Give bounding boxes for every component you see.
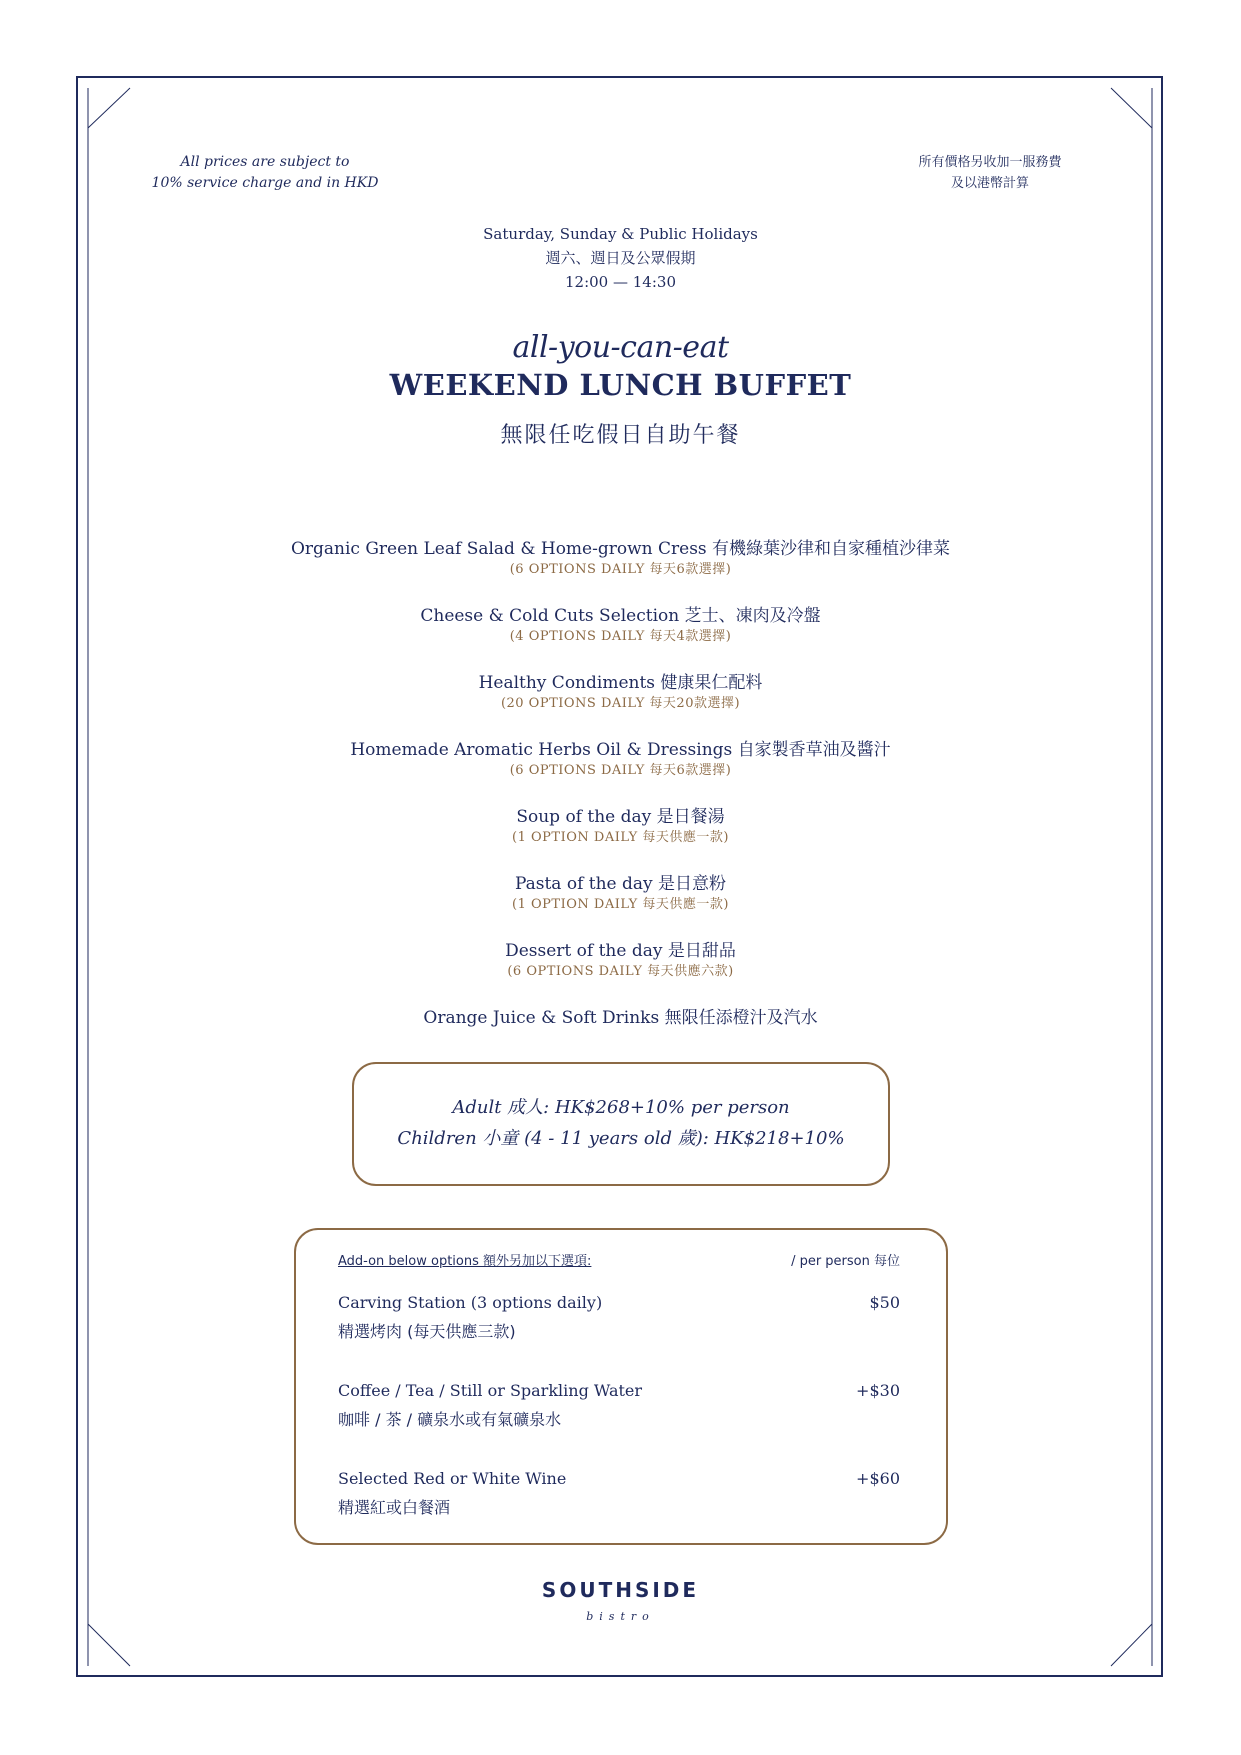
menu-item-soup (0, 804, 1241, 871)
menu-item-name-cn: 自家製香草油及醬汁 (737, 740, 891, 760)
addon-price: +$60 (856, 1469, 900, 1488)
menu-item-name-cn: 是日餐湯 (656, 807, 725, 827)
menu-item-options: (1 OPTION DAILY 每天供應一款) (512, 897, 729, 912)
addon-unit: / per person 每位 (791, 1254, 900, 1269)
schedule (0, 222, 1241, 294)
menu-item-name-en: Soup of the day (516, 807, 652, 827)
menu-item-name-en: Pasta of the day (514, 874, 653, 894)
page-title: WEEKEND LUNCH BUFFET (389, 368, 852, 402)
menu-item-salad (0, 536, 1241, 603)
menu-item-name-cn: 無限任添橙汁及汽水 (664, 1008, 818, 1028)
addon-name-cn: 精選烤肉 (每天供應三款) (338, 1322, 516, 1341)
addon-item-carving (338, 1288, 900, 1346)
menu-item-name-en: Homemade Aromatic Herbs Oil & Dressings (350, 740, 733, 760)
schedule-days-en: Saturday, Sunday & Public Holidays (483, 225, 758, 243)
menu-item-options: (4 OPTIONS DAILY 每天4款選擇) (509, 629, 732, 644)
menu-item-pasta (0, 871, 1241, 938)
menu-item-options: (20 OPTIONS DAILY 每天20款選擇) (500, 696, 741, 711)
menu-item-options: (1 OPTION DAILY 每天供應一款) (512, 830, 729, 845)
brand-subtitle: bistro (586, 1610, 655, 1623)
addon-name-cn: 咖啡 / 茶 / 礦泉水或有氣礦泉水 (338, 1410, 562, 1429)
notice-en-line2: 10% service charge and in HKD (151, 175, 379, 191)
service-charge-notice-cn (870, 152, 1110, 194)
addon-name-en: Selected Red or White Wine (338, 1469, 567, 1488)
notice-cn-line1: 所有價格另收加一服務費 (918, 155, 1062, 170)
addon-name-en: Carving Station (3 options daily) (338, 1293, 603, 1312)
addon-heading: Add-on below options 額外另加以下選項: (338, 1254, 592, 1269)
menu-item-condiments (0, 670, 1241, 737)
addon-price: $50 (869, 1293, 900, 1312)
buffet-menu (0, 536, 1241, 1072)
menu-item-name-en: Cheese & Cold Cuts Selection (420, 606, 680, 626)
service-charge-notice-en (140, 152, 390, 194)
notice-cn-line2: 及以港幣計算 (950, 176, 1029, 191)
menu-item-name-en: Orange Juice & Soft Drinks (423, 1008, 660, 1028)
menu-item-herbs-oil (0, 737, 1241, 804)
menu-item-name-en: Dessert of the day (505, 941, 663, 961)
menu-item-dessert (0, 938, 1241, 1005)
addon-box (294, 1228, 948, 1545)
schedule-hours: 12:00 — 14:30 (565, 273, 676, 291)
menu-item-name-en: Organic Green Leaf Salad & Home-grown Cress (290, 539, 707, 559)
menu-item-name-cn: 是日意粉 (658, 874, 727, 894)
addon-item-coffee (338, 1376, 900, 1434)
children-price: Children 小童 (4 - 11 years old 歲): HK$218+10% (397, 1128, 845, 1149)
addon-name-cn: 精選紅或白餐酒 (338, 1498, 451, 1517)
tagline: all-you-can-eat (512, 330, 729, 365)
adult-price: Adult 成人: HK$268+10% per person (452, 1097, 790, 1118)
addon-item-wine (338, 1464, 900, 1522)
menu-item-options: (6 OPTIONS DAILY 每天6款選擇) (509, 562, 732, 577)
notice-en-line1: All prices are subject to (180, 154, 350, 170)
page-title-cn: 無限任吃假日自助午餐 (500, 423, 741, 448)
pricing-box (352, 1062, 890, 1186)
brand-logo: SOUTHSIDE (541, 1578, 700, 1602)
menu-item-options: (6 OPTIONS DAILY 每天供應六款) (507, 964, 734, 979)
menu-item-cheese (0, 603, 1241, 670)
menu-item-name-cn: 芝士、凍肉及冷盤 (684, 606, 821, 626)
menu-item-name-cn: 是日甜品 (667, 941, 736, 961)
addon-name-en: Coffee / Tea / Still or Sparkling Water (338, 1381, 643, 1400)
menu-item-options: (6 OPTIONS DAILY 每天6款選擇) (509, 763, 732, 778)
menu-item-name-cn: 健康果仁配料 (660, 673, 763, 693)
menu-item-name-cn: 有機綠葉沙律和自家種植沙律菜 (712, 539, 951, 559)
schedule-days-cn: 週六、週日及公眾假期 (545, 249, 696, 267)
addon-price: +$30 (856, 1381, 900, 1400)
menu-item-name-en: Healthy Condiments (478, 673, 656, 693)
